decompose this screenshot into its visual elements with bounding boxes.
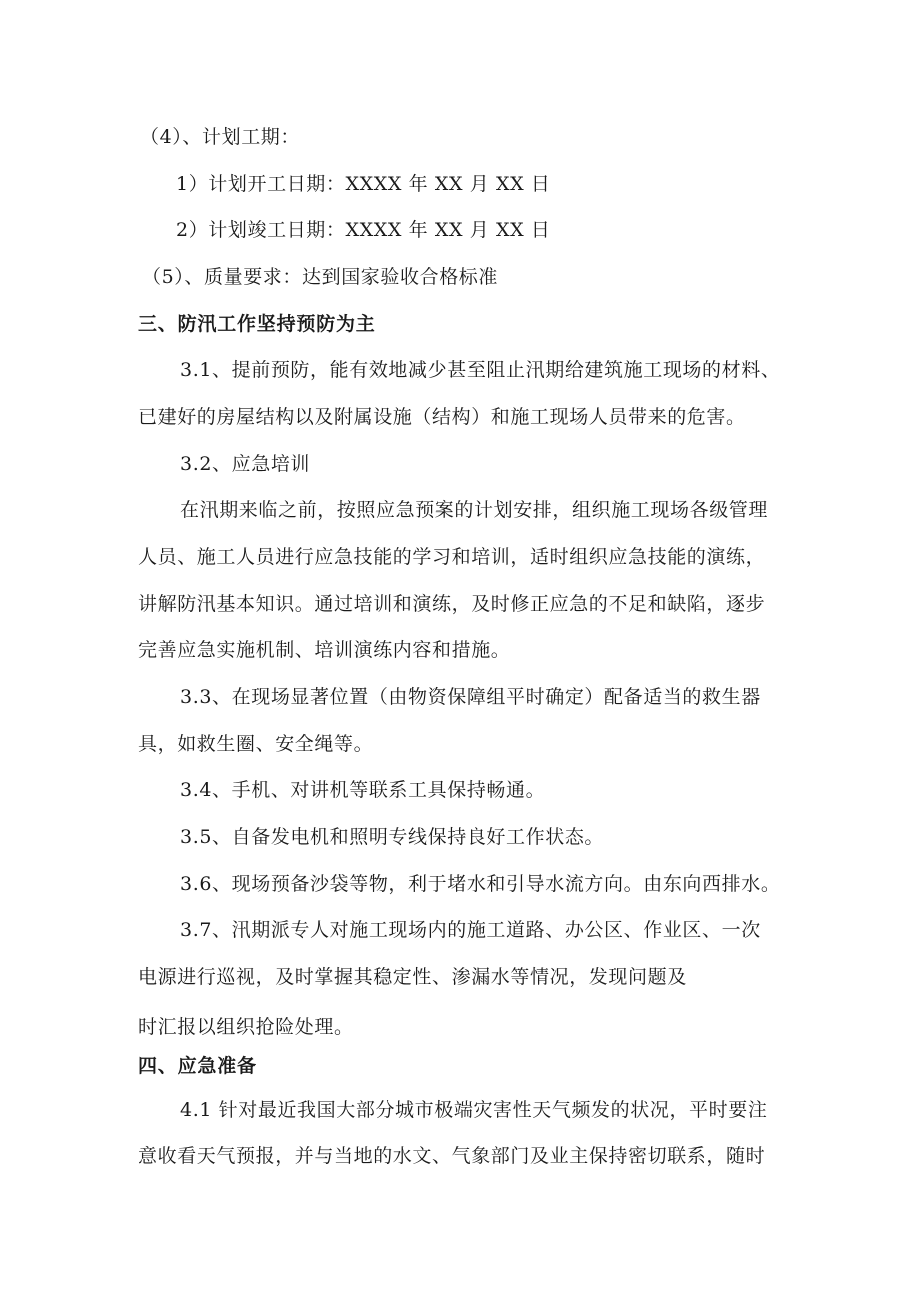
paragraph-3-1-line-2: 已建好的房屋结构以及附属设施（结构）和施工现场人员带来的危害。 — [138, 406, 746, 428]
paragraph-training-line-1: 在汛期来临之前，按照应急预案的计划安排，组织施工现场各级管理 — [180, 499, 769, 521]
paragraph-3-2-title: 3.2、应急培训 — [180, 453, 311, 475]
paragraph-3-5: 3.5、自备发电机和照明专线保持良好工作状态。 — [180, 826, 605, 848]
subsection-schedule: （4）、计划工期： — [140, 126, 300, 148]
paragraph-3-3-line-1: 3.3、在现场显著位置（由物资保障组平时确定）配备适当的救生器 — [180, 686, 761, 708]
paragraph-training-line-3: 讲解防汛基本知识。通过培训和演练，及时修正应急的不足和缺陷，逐步 — [138, 593, 766, 615]
section-heading-flood-prevention: 三、防汛工作坚持预防为主 — [138, 313, 376, 335]
paragraph-3-7-line-3: 时汇报以组织抢险处理。 — [138, 1016, 354, 1038]
paragraph-training-line-2: 人员、施工人员进行应急技能的学习和培训，适时组织应急技能的演练， — [138, 546, 766, 568]
subsection-quality: （5）、质量要求：达到国家验收合格标准 — [142, 266, 498, 288]
paragraph-4-1-line-1: 4.1 针对最近我国大部分城市极端灾害性天气频发的状况，平时要注 — [180, 1099, 768, 1121]
paragraph-3-7-line-1: 3.7、汛期派专人对施工现场内的施工道路、办公区、作业区、一次 — [180, 919, 761, 941]
planned-completion-date: 2）计划竣工日期：XXXX 年 XX 月 XX 日 — [176, 219, 551, 241]
paragraph-3-7-line-2: 电源进行巡视，及时掌握其稳定性、渗漏水等情况，发现问题及 — [138, 966, 687, 988]
paragraph-training-line-4: 完善应急实施机制、培训演练内容和措施。 — [138, 639, 511, 661]
planned-start-date: 1）计划开工日期：XXXX 年 XX 月 XX 日 — [176, 173, 551, 195]
paragraph-4-1-line-2: 意收看天气预报，并与当地的水文、气象部门及业主保持密切联系，随时 — [138, 1145, 766, 1167]
section-heading-emergency-preparation: 四、应急准备 — [138, 1055, 257, 1077]
paragraph-3-3-line-2: 具，如救生圈、安全绳等。 — [138, 733, 374, 755]
paragraph-3-4: 3.4、手机、对讲机等联系工具保持畅通。 — [180, 779, 546, 801]
paragraph-3-1-line-1: 3.1、提前预防，能有效地减少甚至阻止汛期给建筑施工现场的材料、 — [180, 359, 781, 381]
paragraph-3-6: 3.6、现场预备沙袋等物，利于堵水和引导水流方向。由东向西排水。 — [180, 873, 781, 895]
